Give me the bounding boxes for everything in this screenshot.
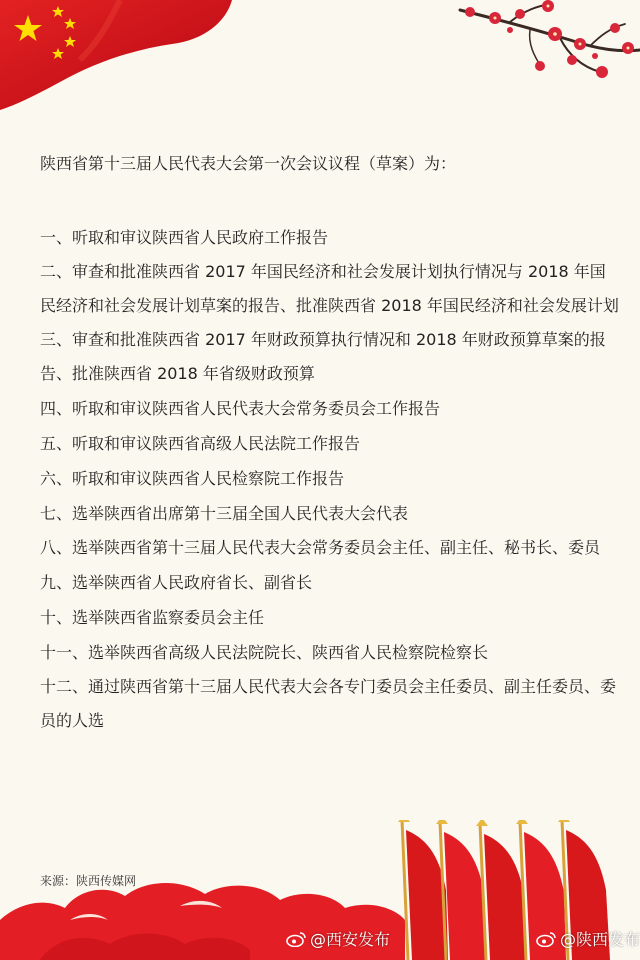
- weibo-icon: [536, 931, 556, 947]
- agenda-item: 八、选举陕西省第十三届人民代表大会常务委员会主任、副主任、秘书长、委员: [40, 538, 601, 557]
- agenda-item: 九、选举陕西省人民政府省长、副省长: [40, 573, 313, 592]
- agenda-item: 二、审查和批准陕西省 2017 年国民经济和社会发展计划执行情况与 2018 年国民经济和社会发展计划草案的报告、批准陕西省 2018 年国民经济和社会发展计划: [40, 262, 619, 315]
- agenda-item: 十、选举陕西省监察委员会主任: [40, 608, 265, 627]
- agenda-item: 十二、通过陕西省第十三届人民代表大会各专门委员会主任委员、副主任委员、委员的人选: [40, 677, 617, 730]
- watermark-text: @陕西发布: [560, 930, 640, 949]
- weibo-icon: [286, 931, 306, 947]
- agenda-item: 十一、选举陕西省高级人民法院院长、陕西省人民检察院检察长: [40, 643, 489, 662]
- source-credit: 来源：陕西传媒网: [40, 874, 137, 888]
- watermark-text: @西安发布: [310, 930, 391, 949]
- agenda-item: 七、选举陕西省出席第十三届全国人民代表大会代表: [40, 504, 409, 523]
- agenda-item: 四、听取和审议陕西省人民代表大会常务委员会工作报告: [40, 399, 441, 418]
- agenda-list: [40, 220, 620, 738]
- agenda-intro: 陕西省第十三届人民代表大会第一次会议议程（草案）为：: [40, 154, 457, 173]
- watermark-shaanxi: [536, 927, 640, 950]
- plum-blossom-icon: [450, 0, 640, 100]
- agenda-item: 三、审查和批准陕西省 2017 年财政预算执行情况和 2018 年财政预算草案的报告、批准陕西省 2018 年省级财政预算: [40, 330, 606, 383]
- agenda-document: [40, 148, 620, 738]
- agenda-item: 五、听取和审议陕西省高级人民法院工作报告: [40, 434, 361, 453]
- watermark-xian: [286, 927, 390, 950]
- national-flag-icon: [0, 0, 250, 110]
- agenda-item: 六、听取和审议陕西省人民检察院工作报告: [40, 469, 345, 488]
- agenda-item: 一、听取和审议陕西省人民政府工作报告: [40, 228, 329, 247]
